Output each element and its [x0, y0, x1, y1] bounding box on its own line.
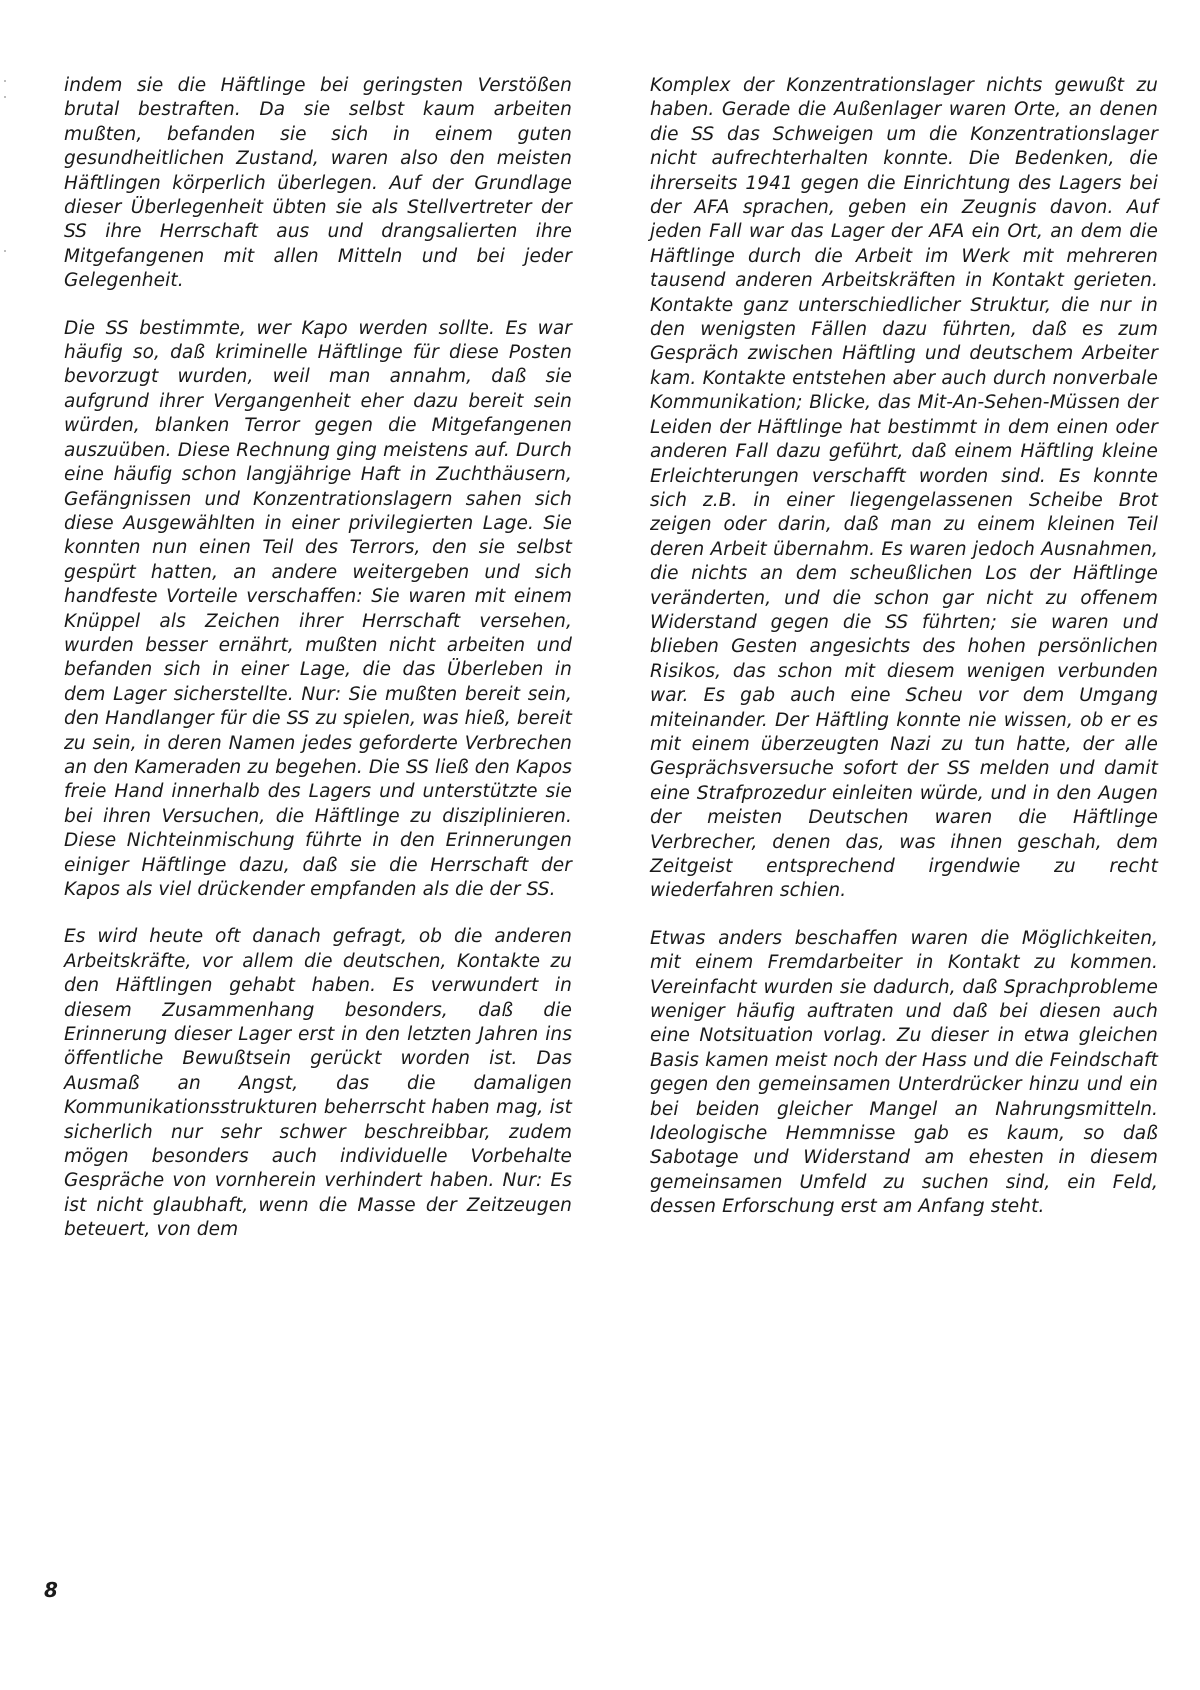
scan-mark: [4, 96, 6, 98]
paragraph-gap: [64, 294, 572, 317]
paragraph: indem sie die Häftlinge bei geringsten Verstößen brutal bestraften. Da sie selbst kaum arbeiten mußten, befanden sie sich in einem guten gesundheitlichen Zustand, waren also den meisten Häftlingen körperlich überlegen. Auf der Grundlage dieser Überlegenheit übten sie als Stellvertreter der SS ihre Herrschaft aus und drangsalierten ihre Mitgefangenen mit allen Mitteln und bei jeder Gelegenheit.: [64, 75, 572, 292]
right-column: [650, 74, 1158, 1220]
paragraph: Es wird heute oft danach gefragt, ob die anderen Arbeitskräfte, vor allem die deutschen, Kontakte zu den Häftlingen gehabt haben. Es verwundert in diesem Zusammenhang besonders, daß die Erinnerung dieser Lager erst in den letzten Jahren ins öffentliche Bewußtsein gerückt worden ist. Das Ausmaß an Angst, das die damaligen Kommunikationsstrukturen beherrscht haben mag, ist sicherlich nur sehr schwer beschreibbar, zudem mögen besonders auch individuelle Vorbehalte Gespräche von vornherein verhindert haben. Nur: Es ist nicht glaubhaft, wenn die Masse der Zeitzeugen beteuert, von dem: [64, 926, 572, 1241]
scan-mark: [4, 250, 6, 252]
paragraph: Die SS bestimmte, wer Kapo werden sollte. Es war häufig so, daß kriminelle Häftlinge für diese Posten bevorzugt wurden, weil man annahm, daß sie aufgrund ihrer Vergangenheit eher dazu bereit sein würden, blanken Terror gegen die Mitgefangenen auszuüben. Diese Rechnung ging meistens auf. Durch eine häufig schon langjährige Haft in Zuchthäusern, Gefängnissen und Konzentrationslagern sahen sich diese Ausgewählten in einer privilegierten Lage. Sie konnten nun einen Teil des Terrors, den sie selbst gespürt hatten, an andere weitergeben und sich handfeste Vorteile verschaffen: Sie waren mit einem Knüppel als Zeichen ihrer Herrschaft versehen, wurden besser ernährt, mußten nicht arbeiten und befanden sich in einer Lage, die das Überleben in dem Lager sicherstellte. Nur: Sie mußten bereit sein, den Handlanger für die SS zu spielen, was hieß, bereit zu sein, in deren Namen jedes geforderte Verbrechen an den Kameraden zu begehen. Die SS ließ den Kapos freie Hand innerhalb des Lagers und unterstützte sie bei ihren Versuchen, die Häftlinge zu disziplinieren. Diese Nichteinmischung führte in den Erinnerungen einiger Häftlinge dazu, daß sie die Herrschaft der Kapos als viel drückender empfanden als die der SS.: [64, 317, 572, 900]
scan-mark: [4, 80, 6, 82]
paragraph-gap: [650, 904, 1158, 927]
paragraph: Komplex der Konzentrationslager nichts gewußt zu haben. Gerade die Außenlager waren Orte, an denen die SS das Schweigen um die Konzentrationslager nicht aufrechterhalten konnte. Die Bedenken, die ihrerseits 1941 gegen die Einrichtung des Lagers bei der AFA sprachen, geben ein Zeugnis davon. Auf jeden Fall war das Lager der AFA ein Ort, an dem die Häftlinge durch die Arbeit im Werk mit mehreren tausend anderen Arbeitskräften in Kontakt gerieten. Kontakte ganz unterschiedlicher Struktur, die nur in den wenigsten Fällen dazu führten, daß es zum Gespräch zwischen Häftling und deutschem Arbeiter kam. Kontakte entstehen aber auch durch nonverbale Kommunikation; Blicke, das Mit-An-Sehen-Müssen der Leiden der Häftlinge hat bestimmt in dem einen oder anderen Fall dazu geführt, daß einem Häftling kleine Erleichterungen verschafft worden sind. Es konnte sich z.B. in einer liegengelassenen Scheibe Brot zeigen oder darin, daß man zu einem kleinen Teil deren Arbeit übernahm. Es waren jedoch Ausnahmen, die nichts an dem scheußlichen Los der Häftlinge veränderten, und die schon gar nicht zu offenem Widerstand gegen die SS führten; sie waren und blieben Gesten angesichts des hohen persönlichen Risikos, das schon mit diesem wenigen verbunden war. Es gab auch eine Scheu vor dem Umgang miteinander. Der Häftling konnte nie wissen, ob er es mit einem überzeugten Nazi zu tun hatte, der alle Gesprächsversuche sofort der SS melden und damit eine Strafprozedur einleiten würde, und in den Augen der meisten Deutschen waren die Häftlinge Verbrecher, denen das, was ihnen geschah, dem Zeitgeist entsprechend irgendwie zu recht wiederfahren schien.: [650, 75, 1158, 902]
page-number: 8: [44, 1578, 58, 1602]
left-column: [64, 74, 572, 1243]
paragraph-gap: [64, 902, 572, 925]
paragraph: Etwas anders beschaffen waren die Möglichkeiten, mit einem Fremdarbeiter in Kontakt zu kommen. Vereinfacht wurden sie dadurch, daß Sprachprobleme weniger häufig auftraten und daß bei diesen auch eine Notsituation vorlag. Zu dieser in etwa gleichen Basis kamen meist noch der Hass und die Feindschaft gegen den gemeinsamen Unterdrücker hinzu und ein bei beiden gleicher Mangel an Nahrungsmitteln. Ideologische Hemmnisse gab es kaum, so daß Sabotage und Widerstand am ehesten in diesem gemeinsamen Umfeld zu suchen sind, ein Feld, dessen Erforschung erst am Anfang steht.: [650, 927, 1158, 1218]
